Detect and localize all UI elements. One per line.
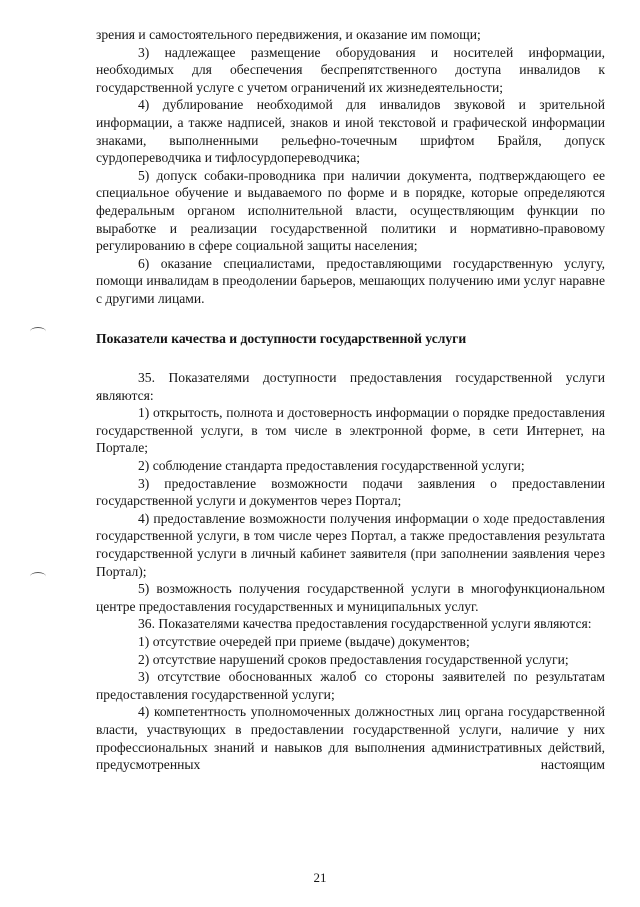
margin-mark bbox=[30, 572, 46, 581]
paragraph: 36. Показателями качества предоставления государственной услуги являются: bbox=[138, 616, 592, 632]
paragraph: 2) соблюдение стандарта предоставления государственной услуги; bbox=[138, 458, 525, 474]
paragraph: 1) открытость, полнота и достоверность информации о порядке предоставления государственной услуги, в том числе в электронной форме, в сети Интернет, на Портале; bbox=[96, 405, 605, 456]
paragraph: 1) отсутствие очередей при приеме (выдаче) документов; bbox=[138, 634, 470, 649]
paragraph: 3) надлежащее размещение оборудования и носителей информации, необходимых для обеспечения беспрепятственного доступа инвалидов к государственной услуге с учетом ограничений их жизнедеятельности; bbox=[96, 44, 605, 95]
paragraph: 5) возможность получения государственной услуги в многофункциональном центре предоставления государственных и муниципальных услуг. bbox=[96, 581, 605, 614]
section-heading: Показатели качества и доступности государственной услуги bbox=[96, 330, 467, 346]
paragraph: 4) компетентность уполномоченных должностных лиц органа государственной власти, участвующих в предоставлении государственной услуги, наличие у них профессиональных знаний и навыков для выполнения административных действий, предусмотренных настоящим bbox=[96, 704, 605, 773]
paragraph: 5) допуск собаки-проводника при наличии документа, подтверждающего ее специальное обучение и выдаваемого по форме и в порядке, которые определяются федеральным органом исполнительной власти, осуществляющим функции по выработке и реализации государственной политики и нормативно-правовому регулированию в сфере социальной защиты населения; bbox=[96, 167, 605, 254]
document-body bbox=[96, 26, 605, 774]
paragraph: зрения и самостоятельного передвижения, и оказание им помощи; bbox=[96, 27, 481, 42]
paragraph: 3) предоставление возможности подачи заявления о предоставлении государственной услуги и документов через Портал; bbox=[96, 475, 605, 509]
page-number: 21 bbox=[313, 870, 327, 885]
paragraph: 6) оказание специалистами, предоставляющими государственную услугу, помощи инвалидам в преодолении барьеров, мешающих получению ими услуг наравне с другими лицами. bbox=[96, 255, 605, 306]
paragraph: 4) дублирование необходимой для инвалидов звуковой и зрительной информации, а также надписей, знаков и иной текстовой и графической информации знаками, выполненными рельефно-точечным шрифтом Брайля, допуск сурдопереводчика и тифлосурдопереводчика; bbox=[96, 97, 605, 166]
paragraph: 3) отсутствие обоснованных жалоб со стороны заявителей по результатам предоставления государственной услуги; bbox=[96, 669, 605, 702]
margin-mark bbox=[30, 327, 46, 336]
paragraph: 35. Показателями доступности предоставления государственной услуги являются: bbox=[96, 370, 605, 403]
paragraph: 4) предоставление возможности получения информации о ходе предоставления государственной услуги, в том числе через Портал, а также предоставления результата государственной услуги в личный кабинет заявителя (при заполнении заявления через Портал); bbox=[96, 510, 605, 579]
paragraph: 2) отсутствие нарушений сроков предоставления государственной услуги; bbox=[138, 651, 569, 667]
